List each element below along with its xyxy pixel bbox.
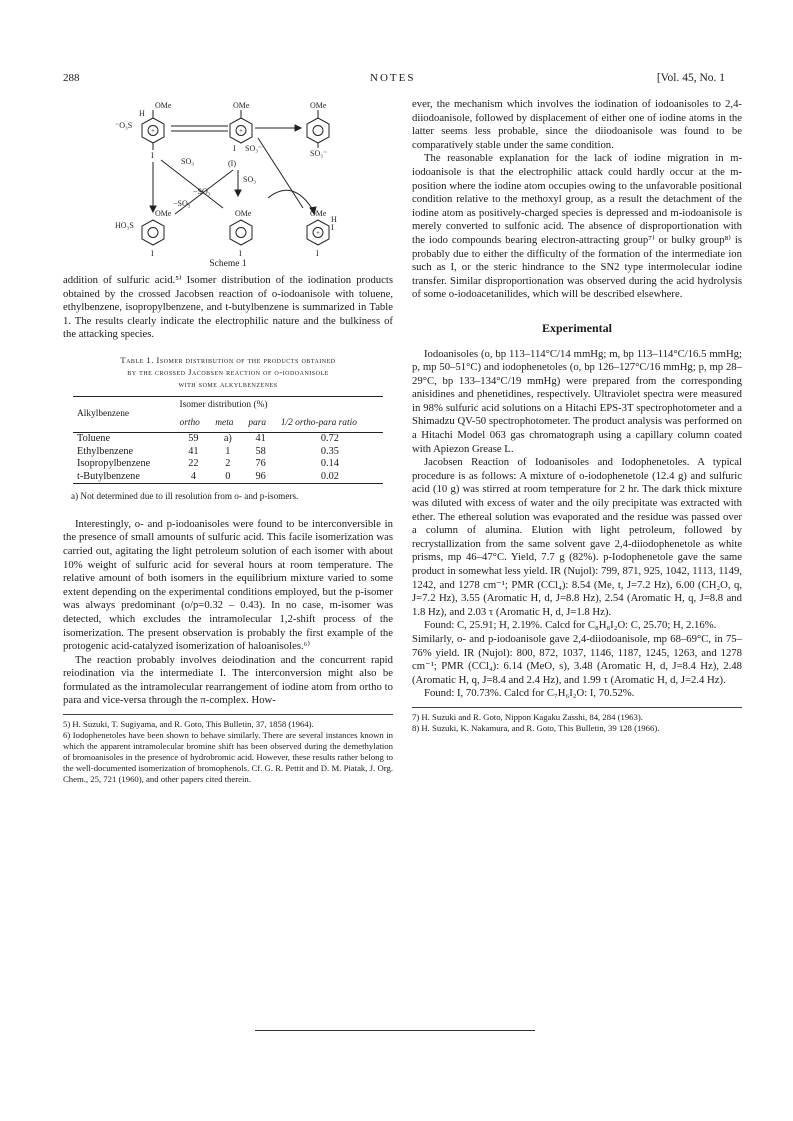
intermediate-label: (I) (228, 159, 236, 168)
benzene-ring-6 (307, 220, 329, 245)
right-paragraph-3: Iodoanisoles (o, bp 113–114°C/14 mmHg; m, bp 113–114°C/16.5 mmHg; p, mp 50–51°C) and iodophenetoles (o, bp 126–127°C/16 mmHg; p, mp 28–29°C, bp 133–134°C/19 mmHg) were prepared from the corresponding anisidines and phenetidines, respectively. Ultraviolet spectra were measured in 98% sulfuric acid solutions on a Hitachi EPS-3T spectrophotometer and a Shimadzu QV-50 spectrophotometer. The product analysis was performed on a Hitachi Model 063 gas chromatograph using a capillary column coated with Apiezon Grease L. (412, 347, 742, 455)
right-paragraph-4: Jacobsen Reaction of Iodoanisoles and Iodophenetoles. A typical procedure is as follows: A mixture of o-iodophenetole (12.4 g) and sulfuric acid (10 g) was stirred at room temperature for 2 hr. The dark thick mixture was diluted with excess of water and the oily precipitate was extracted with ether. The ethereal solution was evaporated and the residue was passed over a column of alumina. Elution with light petroleum, followed by recrystallization from the same solvent gave 2,4-diiodophenetole as white prisms, mp 46–47°C. Yield, 7.7 g (82%). p-Iodophenetole gave the same product in somewhat less yield. IR (Nujol): 799, 871, 925, 1042, 1113, 1149, 1242, and 1278 cm⁻¹; PMR (CCl₄): 8.54 (Me, t, J=7.2 Hz), 6.00 (CH₂O, q, J=7.2 Hz), 3.55 (Aromatic H, d, J=8.8 Hz), 2.54 (Aromatic H, q, J=8.8 and 1.8 Hz), and 2.03 τ (Aromatic H, d, J=1.8 Hz). (412, 456, 742, 618)
iodo-label-6a: I (331, 223, 334, 232)
right-paragraph-5: Found: C, 25.91; H, 2.19%. Calcd for C₈H₈I₂O: C, 25.70; H, 2.16%. (424, 619, 717, 632)
volume-info: [Vol. 45, No. 1 (656, 72, 725, 84)
right-paragraph-1: ever, the mechanism which involves the iodination of iodoanisoles to 2,4-diiodoanisole, followed by displacement of either one of iodine atoms in the latter seems less probable, since the diiodoanisole was found to be comparatively stable under the same condition. (412, 98, 742, 151)
row-para: 96 (255, 470, 266, 482)
right-paragraph-2: The reasonable explanation for the lack of iodine migration in m-iodoanisole is that the electrophilic attack could hardly occur at the m-position where the iodine atom occupies owing to the unfavorable positional condition relative to the methoxyl group, as a result the detachment of the iodine atom as positively-charged species is depressed and m-iodoanisole is merely converted to sulfonic acid. The absence of disproportionation with the iodo compounds bearing electron-attracting group⁷⁾ or bulky group⁸⁾ is probably due to either the difficulty of the formation of the intermediate ion such as I, or the steric hindrance to the SN2 type intermolecular iodine transfer. Similar disproportionation was observed during the acid hydrolysis of some o-iodoacetanilides, which will be described elsewhere. (412, 152, 742, 301)
ome-label-4: OMe (155, 209, 172, 218)
footnote-divider (63, 714, 393, 715)
row-name: t-Butylbenzene (77, 470, 140, 482)
footnote-7: 7) H. Suzuki and R. Goto, Nippon Kagaku Zasshi, 84, 284 (1963). (412, 711, 643, 722)
row-name: Ethylbenzene (77, 445, 134, 457)
left-paragraph-2: Interestingly, o- and p-iodoanisoles were found to be interconversible in the presence of small amounts of sulfuric acid. This facile isomerization was carried out, agitating the light petroleum solution of each isomer with about 10% weight of sulfuric acid for several hours at room temperature. The relative amount of both isomers in the equilibrium mixture varied to some extent depending on the experimental conditions employed, but the p-isomer was always predominant (o/p=0.32 – 0.43). In no case, m-isomer was detected, which excludes the intramolecular 1,2-shift process of the isomerization. The present observation is probably the first example of the protogenic acid-catalyzed isomerization of haloanisoles.⁶⁾ (63, 517, 393, 653)
isomer-table (73, 396, 383, 486)
section-heading: Experimental (542, 320, 612, 335)
ome-label-5: OMe (235, 209, 252, 218)
row-meta: 1 (225, 445, 231, 457)
col-isomer: Isomer distribution (%) (179, 399, 268, 410)
minus-so3-label-1: −SO₃ (193, 187, 211, 196)
iodo-label-1: I (151, 151, 154, 160)
col-alkyl: Alkylbenzene (77, 408, 130, 419)
scheme-caption: Scheme 1 (209, 259, 247, 269)
ho3s-label: HO₃S (115, 221, 134, 230)
benzene-ring-3 (307, 118, 329, 143)
right-paragraph-7: Found: I, 70.73%. Calcd for C₇H₆I₂O: I, 70.52%. (424, 687, 635, 700)
table-row (73, 446, 383, 459)
row-ratio: 0.35 (320, 445, 339, 457)
benzene-ring-1 (142, 118, 164, 143)
row-ratio: 0.14 (320, 458, 339, 470)
iodo-label-6: I (316, 249, 319, 258)
row-meta: 2 (225, 458, 231, 470)
row-ortho: 59 (188, 433, 199, 445)
row-name: Toluene (77, 433, 111, 445)
table-title-line-2: by the crossed Jacobsen reaction of o-iodoanisole (127, 366, 329, 377)
h-label-6: H (331, 215, 337, 224)
col-ortho: ortho (179, 417, 200, 428)
row-ortho: 22 (188, 458, 199, 470)
so3-arrow-label-1: SO₃ (181, 157, 195, 166)
running-head: NOTES (370, 72, 416, 84)
table-title (63, 354, 393, 390)
table-row (73, 433, 383, 446)
footnote-divider-right (412, 707, 742, 708)
right-paragraph-6: Similarly, o- and p-iodoanisole gave 2,4-diiodoanisole, mp 68–69°C, in 75–76% yield. IR (Nujol): 800, 872, 1037, 1146, 1187, 1245, 1263, and 1278 cm⁻¹; PMR (CCl₄): 6.14 (MeO, s), 3.48 (Aromatic H, d, J=8.4 Hz), 2.48 (Aromatic H, q, J=8.4 and 2.4 Hz), and 1.99 τ (Aromatic H, d, J=2.4 Hz). (412, 632, 742, 686)
footnote-5: 5) H. Suzuki, T. Sugiyama, and R. Goto, This Bulletin, 37, 1858 (1964). (63, 719, 314, 730)
reaction-scheme (63, 98, 393, 268)
so3-label-1: ⁻O₃S (115, 121, 133, 130)
row-ortho: 4 (190, 470, 196, 482)
so3-label-2: SO₃⁻ (245, 144, 263, 153)
row-meta: a) (223, 433, 232, 445)
row-meta: 0 (225, 470, 231, 482)
table-title-line-3: with some alkylbenzenes (178, 378, 278, 389)
col-ratio: 1/2 ortho-para ratio (280, 417, 357, 428)
table-row (73, 471, 383, 484)
benzene-ring-5 (230, 220, 252, 245)
benzene-ring-2 (230, 118, 252, 143)
table-note: a) Not determined due to ill resolution from o- and p-isomers. (71, 491, 299, 502)
row-name: Isopropylbenzene (77, 458, 151, 470)
left-paragraph-1: addition of sulfuric acid.⁵⁾ Isomer distribution of the iodination products obtained by the crossed Jacobsen reaction of o-iodoanisole with toluene, ethylbenzene, isopropylbenzene, and t-butylbenzene is summarized in Table 1. The results clearly indicate the electrophilic nature and the bulkiness of the attacking species. (63, 274, 393, 341)
page-number: 288 (63, 72, 80, 84)
iodo-label-5: I (239, 249, 242, 258)
footnote-8: 8) H. Suzuki, K. Nakamura, and R. Goto, This Bulletin, 39 128 (1966). (412, 722, 660, 733)
ome-label-3: OMe (310, 101, 327, 110)
row-para: 58 (255, 445, 266, 457)
h-label-1: H (139, 109, 145, 118)
col-para: para (248, 417, 267, 428)
benzene-ring-4 (142, 220, 164, 245)
row-ortho: 41 (188, 445, 199, 457)
so3-arrow-label-2: SO₃ (243, 175, 257, 184)
row-ratio: 0.02 (320, 470, 339, 482)
svg-text:+: + (316, 229, 320, 237)
ome-label-2: OMe (233, 101, 250, 110)
left-paragraph-3: The reaction probably involves deiodination and the concurrent rapid reiodination via the intermediate I. The interconversion might also be formulated as the intramolecular rearrangement of iodine atom from ortho to para and vice-versa through the π-complex. How- (63, 653, 393, 707)
table-title-line-1: Table 1. Isomer distribution of the products obtained (120, 354, 336, 365)
scheme-diagram (63, 98, 393, 258)
row-para: 76 (255, 458, 266, 470)
svg-text:+: + (151, 127, 155, 135)
ome-label-1: OMe (155, 101, 172, 110)
table-row (73, 458, 383, 471)
iodo-label-4: I (151, 249, 154, 258)
so3-label-3: SO₃⁻ (310, 149, 328, 158)
row-para: 41 (255, 433, 266, 445)
iodo-label-2: I (233, 144, 236, 153)
row-ratio: 0.72 (320, 433, 339, 445)
page-end-rule (255, 1030, 535, 1031)
left-column (63, 98, 393, 785)
minus-so3-label-2: −SO₃ (173, 199, 191, 208)
ome-label-6: OMe (310, 209, 327, 218)
footnote-6: 6) Iodophenetoles have been shown to behave similarly. There are several instances known in which the apparent intramolecular bromine shift has been observed during the demethylation of bromoanisoles in the presence of hydrobromic acid. However, these results rather belong to the well-documented isomerization of bromophenols. Cf. G. R. Pettit and D. M. Piatak, J. Org. Chem., 25, 721 (1960), and other papers cited therein. (63, 730, 393, 785)
col-meta: meta (215, 417, 234, 428)
right-column (412, 98, 742, 734)
svg-text:+: + (239, 127, 243, 135)
